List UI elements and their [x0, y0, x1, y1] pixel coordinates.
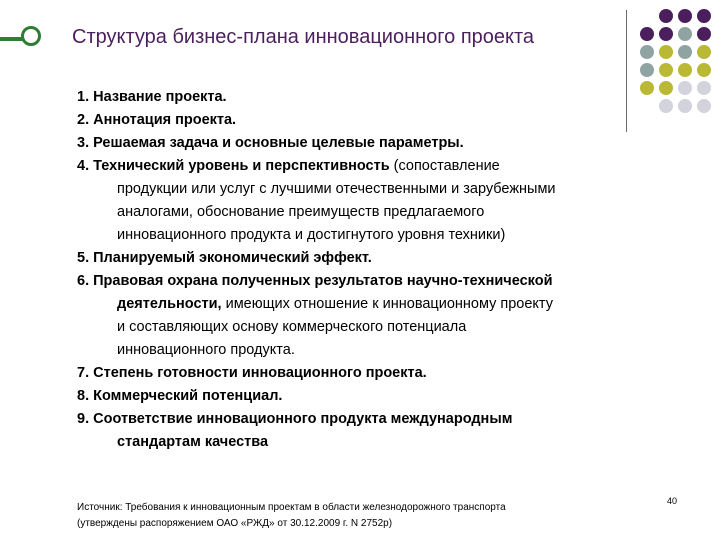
list-item [77, 247, 677, 270]
item-bold-text: деятельности, [117, 296, 222, 312]
item-bold-text: Правовая охрана полученных результатов научно-технической [93, 273, 553, 289]
source-note [77, 500, 637, 532]
list-item [77, 270, 677, 362]
decorative-dot [659, 9, 673, 23]
item-number: 3. [77, 135, 90, 151]
decorative-dot [678, 45, 692, 59]
item-bold-text: Решаемая задача и основные целевые параметры. [93, 135, 464, 151]
item-continuation: стандартам качества [117, 434, 269, 450]
decorative-dot [640, 45, 654, 59]
item-bold-text: Аннотация проекта. [93, 112, 237, 128]
item-bold-text: Коммерческий потенциал. [93, 388, 283, 404]
list-item [77, 86, 677, 109]
list-item [77, 385, 677, 408]
decorative-dot [678, 81, 692, 95]
item-continuation: продукции или услуг с лучшими отечественными и зарубежными [117, 181, 556, 197]
item-bold-text: Степень готовности инновационного проекта. [93, 365, 427, 381]
decorative-dot [678, 63, 692, 77]
slide-title: Структура бизнес-плана инновационного проекта [72, 26, 535, 48]
item-bold-text: Технический уровень и перспективность [93, 158, 390, 174]
source-line: (утверждены распоряжением ОАО «РЖД» от 30.12.2009 г. N 2752р) [77, 518, 393, 529]
item-number: 4. [77, 158, 90, 174]
item-normal-text: имеющих отношение к инновационному проекту [221, 296, 553, 312]
decorative-dot [640, 27, 654, 41]
item-continuation: и составляющих основу коммерческого потенциала [117, 319, 467, 335]
decorative-dot [697, 99, 711, 113]
item-number: 5. [77, 250, 90, 266]
decorative-dot [640, 63, 654, 77]
list-item [77, 109, 677, 132]
list-item [77, 132, 677, 155]
item-number: 1. [77, 89, 90, 105]
item-bold-text: Соответствие инновационного продукта международным [93, 411, 513, 427]
decorative-dot [697, 45, 711, 59]
item-bold-text: Название проекта. [93, 89, 227, 105]
item-number: 8. [77, 388, 90, 404]
title-circle-icon [21, 26, 41, 46]
item-normal-text: (сопоставление [389, 158, 500, 174]
decorative-dot [659, 63, 673, 77]
decorative-dot [659, 27, 673, 41]
decorative-dot [659, 45, 673, 59]
item-number: 9. [77, 411, 90, 427]
item-number: 7. [77, 365, 90, 381]
decorative-dot [697, 9, 711, 23]
decorative-dot [697, 63, 711, 77]
decorative-dot [678, 9, 692, 23]
item-number: 2. [77, 112, 90, 128]
business-plan-structure-list [77, 86, 677, 454]
item-continuation [77, 293, 677, 316]
decorative-dot [697, 27, 711, 41]
decorative-dot [697, 81, 711, 95]
decorative-dot [678, 99, 692, 113]
item-number: 6. [77, 273, 90, 289]
item-bold-text: Планируемый экономический эффект. [93, 250, 372, 266]
item-continuation: аналогами, обоснование преимуществ предлагаемого [117, 204, 485, 220]
list-item [77, 362, 677, 385]
item-continuation: инновационного продукта. [117, 342, 295, 358]
item-continuation: инновационного продукта и достигнутого уровня техники) [117, 227, 506, 243]
source-line: Источник: Требования к инновационным проектам в области железнодорожного транспорта [77, 502, 506, 513]
list-item [77, 155, 677, 247]
list-item [77, 408, 677, 454]
decorative-dot [678, 27, 692, 41]
page-number: 40 [667, 496, 678, 506]
